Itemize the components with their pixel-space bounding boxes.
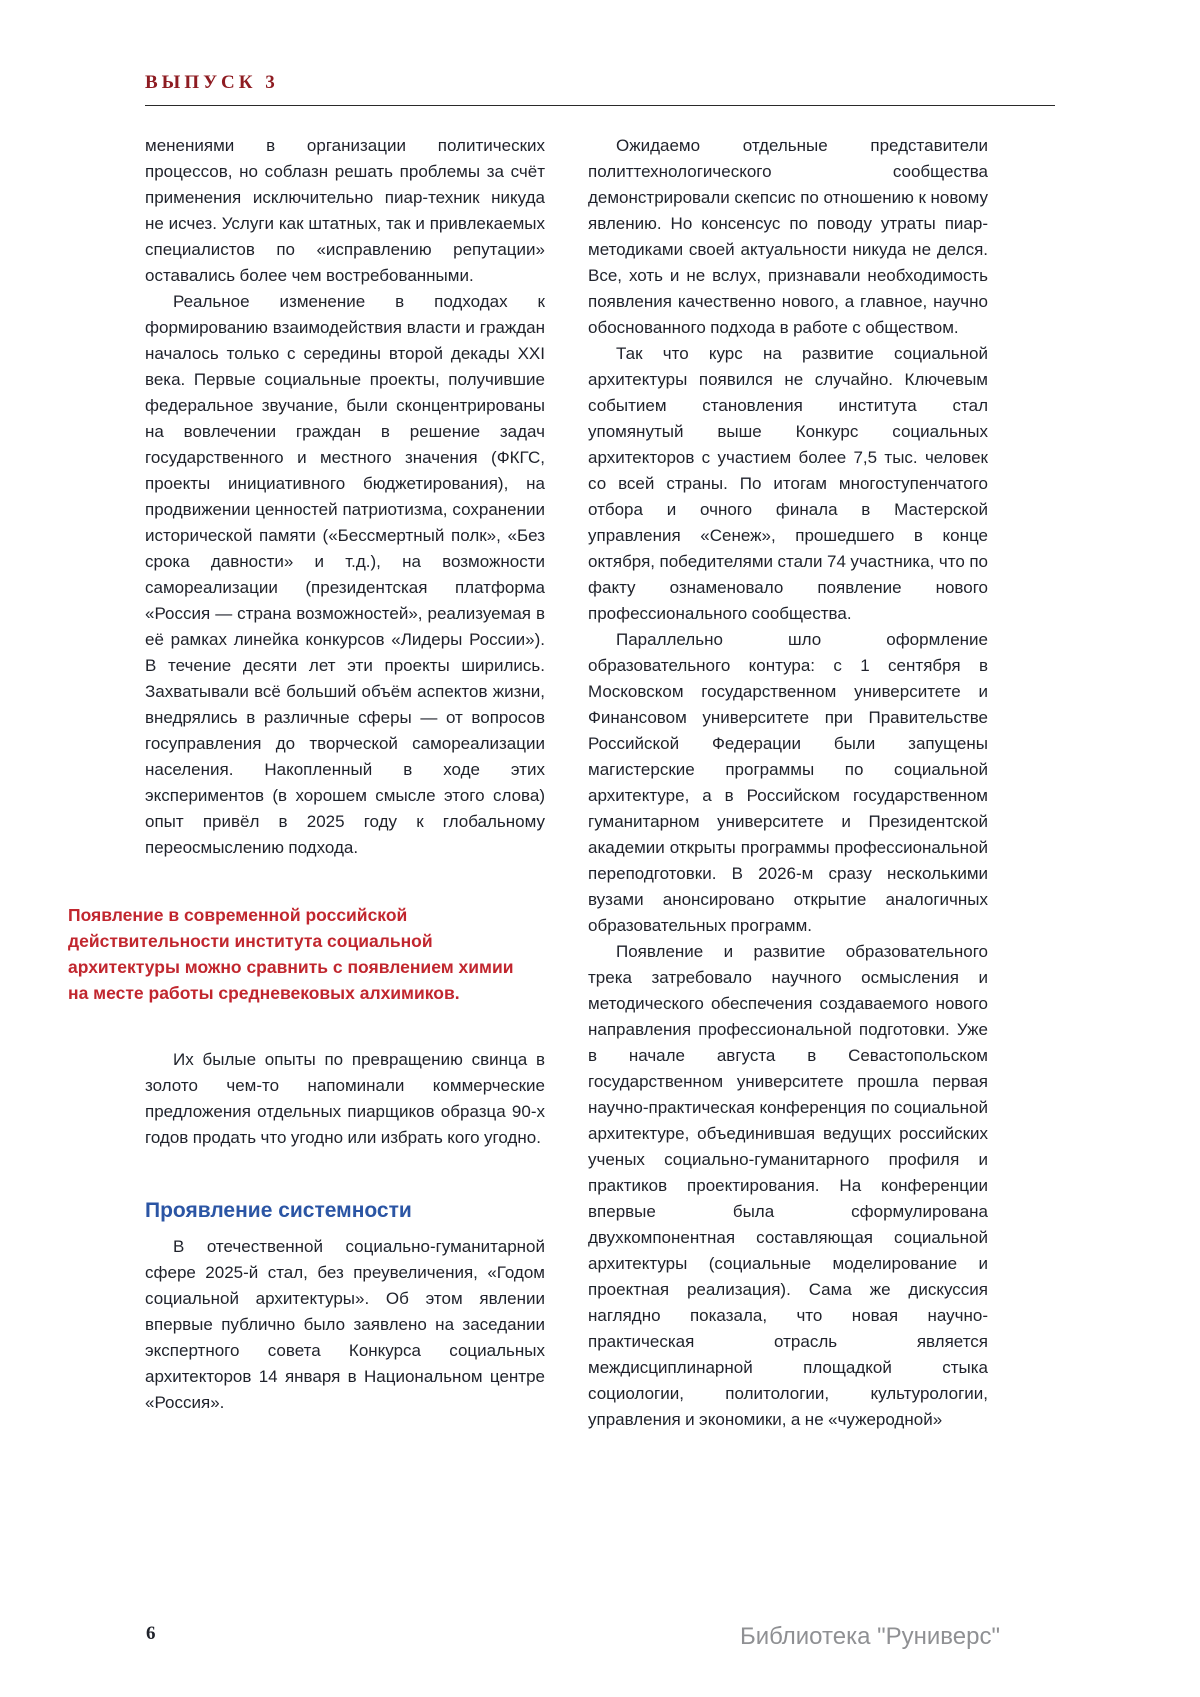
section-heading: Проявление системности bbox=[145, 1199, 412, 1222]
paragraph: менениями в организации политических процессов, но соблазн решать проблемы за счёт применения исключительно пиар-техник никуда не исчез. Услуги как штатных, так и привлекаемых специалистов по «исправлению репутации» оставались более чем востребованными. bbox=[145, 136, 545, 285]
paragraph: Так что курс на развитие социальной архитектуры появился не случайно. Ключевым событием становления института стал упомянутый выше Конкурс социальных архитекторов с участием более 7,5 тыс. человек со всей страны. По итогам многоступенчатого отбора и очного финала в Мастерской управления «Сенеж», прошедшего в конце октября, победителями стали 74 участника, что по факту ознаменовало появление нового профессионального сообщества. bbox=[588, 344, 988, 623]
paragraph: Ожидаемо отдельные представители политтехнологического сообщества демонстрировали скепсис по отношению к новому явлению. Но консенсус по поводу утраты пиар-методиками своей актуальности никуда не делся. Все, хоть и не вслух, признавали необходимость появления качественно нового, а главное, научно обоснованного подхода в работе с обществом. bbox=[588, 136, 988, 337]
article-body bbox=[68, 133, 1055, 1433]
library-watermark: Библиотека "Руниверс" bbox=[739, 1623, 1000, 1650]
paragraph: Реальное изменение в подходах к формированию взаимодействия власти и граждан началось только с середины второй декады XXI века. Первые социальные проекты, получившие федеральное звучание, были сконцентрированы на вовлечении граждан в решение задач государственного и местного значения (ФКГС, проекты инициативного бюджетирования), на продвижении ценностей патриотизма, сохранении исторической памяти («Бессмертный полк», «Без срока давности» и т.д.), на возможности самореализации (президентская платформа «Россия — страна возможностей», реализуемая в её рамках линейка конкурсов «Лидеры России»). В течение десяти лет эти проекты ширились. Захватывали всё больший объём аспектов жизни, внедрялись в различные сферы — от вопросов госуправления до творческой самореализации населения. Накопленный в ходе этих экспериментов (в хорошем смысле этого слова) опыт привёл в 2025 году к глобальному переосмыслению подхода. bbox=[145, 292, 545, 857]
page-number: 6 bbox=[146, 1623, 156, 1644]
header-rule bbox=[145, 105, 1055, 106]
paragraph: Появление и развитие образовательного трека затребовало научного осмысления и методического обеспечения создаваемого нового направления профессиональной подготовки. Уже в начале августа в Севастопольском государственном университете прошла первая научно-практическая конференция по социальной архитектуре, объединившая ведущих российских ученых социально-гуманитарного профиля и практиков проектирования. На конференции впервые была сформулирована двухкомпонентная составляющая социальной архитектуры (социальные моделирование и проектная реализация). Сама же дискуссия наглядно показала, что новая научно-практическая отрасль является междисциплинарной площадкой стыка социологии, политологии, культурологии, управления и экономики, а не «чужеродной» bbox=[588, 942, 988, 1429]
issue-label: ВЫПУСК 3 bbox=[145, 72, 279, 93]
pull-quote: Появление в современной российской действительности института социальной архитектуры можно сравнить с появлением химии на месте работы средневековых алхимиков. bbox=[68, 905, 514, 1003]
page-header bbox=[145, 72, 1055, 106]
left-column bbox=[68, 133, 545, 1416]
page-content bbox=[68, 72, 1055, 1433]
paragraph: Параллельно шло оформление образовательного контура: с 1 сентября в Московском государственном университете и Финансовом университете при Правительстве Российской Федерации были запущены магистерские программы по социальной архитектуре, а в Российском государственном гуманитарном университете и Президентской академии открыты программы профессиональной переподготовки. В 2026-м сразу несколькими вузами анонсировано открытие аналогичных образовательных программ. bbox=[588, 630, 988, 935]
paragraph: Их былые опыты по превращению свинца в золото чем-то напоминали коммерческие предложения отдельных пиарщиков образца 90-х годов продать что угодно или избрать кого угодно. bbox=[145, 1050, 545, 1147]
right-column bbox=[588, 133, 988, 1433]
paragraph: В отечественной социально-гуманитарной сфере 2025-й стал, без преувеличения, «Годом социальной архитектуры». Об этом явлении впервые публично было заявлено на заседании экспертного совета Конкурса социальных архитекторов 14 января в Национальном центре «Россия». bbox=[145, 1237, 545, 1412]
